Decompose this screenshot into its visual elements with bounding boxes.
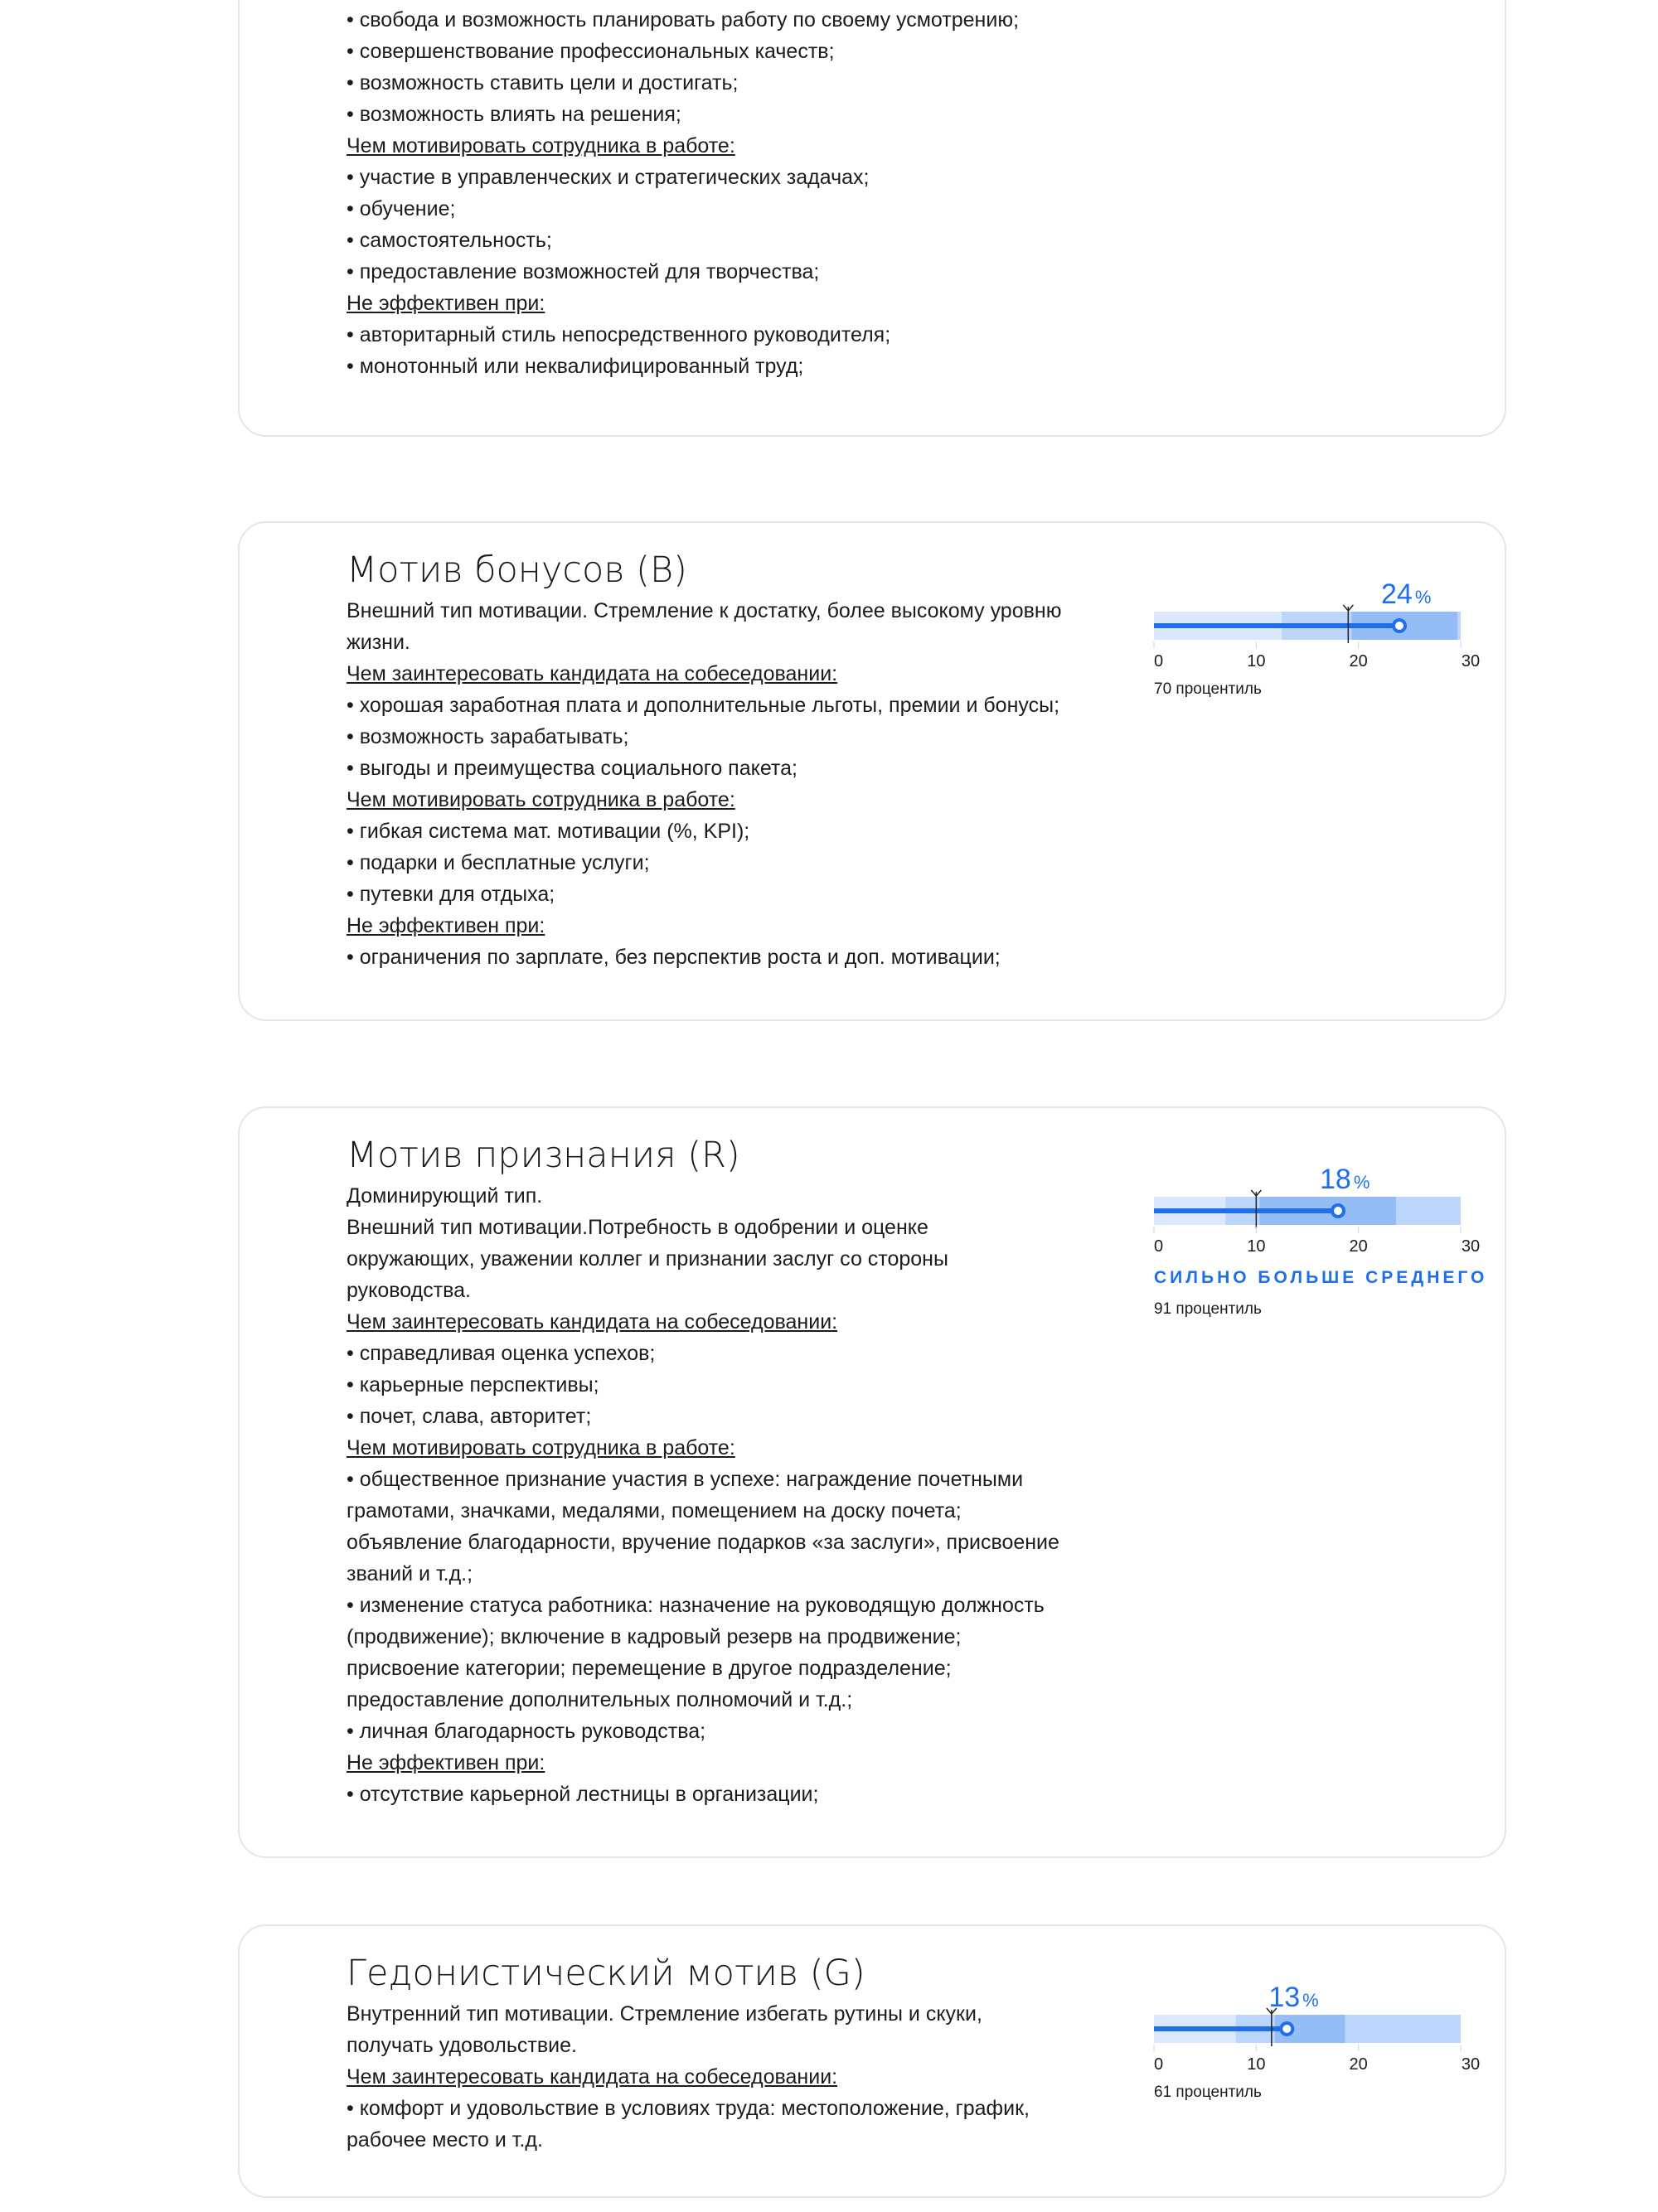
description-line: • участие в управленческих и стратегических задачах; bbox=[347, 166, 870, 189]
motive-card bbox=[238, 0, 1506, 437]
section-subheading: Чем мотивировать сотрудника в работе: bbox=[347, 134, 735, 157]
tick-label: 20 bbox=[1349, 652, 1368, 670]
score-unit: % bbox=[1414, 587, 1432, 607]
score-value bbox=[1268, 1982, 1318, 2013]
score-chart bbox=[1154, 1145, 1502, 1261]
description-line: • самостоятельность; bbox=[347, 229, 552, 252]
motive-title: Мотив бонусов (B) bbox=[347, 549, 687, 591]
section-subheading: Чем заинтересовать кандидата на собеседовании: bbox=[347, 1310, 838, 1333]
motive-score-gauge bbox=[1154, 1963, 1502, 2212]
motive-card-hedonistic bbox=[238, 1924, 1506, 2198]
description-line: • свобода и возможность планировать работу по своему усмотрению; bbox=[347, 8, 1020, 31]
section-subheading: Чем заинтересовать кандидата на собеседовании: bbox=[347, 2065, 838, 2089]
description-line: рабочее место и т.д. bbox=[347, 2128, 543, 2151]
tick-label: 30 bbox=[1461, 1237, 1481, 1256]
section-subheading: Чем заинтересовать кандидата на собеседовании: bbox=[347, 662, 838, 685]
description-line: • общественное признание участия в успехе: награждение почетными bbox=[347, 1468, 1024, 1491]
description-line: • возможность ставить цели и достигать; bbox=[347, 71, 739, 94]
motive-score-gauge bbox=[1154, 1145, 1502, 1394]
tick-label: 10 bbox=[1247, 652, 1266, 670]
description-line: • путевки для отдыха; bbox=[347, 883, 555, 906]
description-line: руководства. bbox=[347, 1279, 471, 1302]
score-number: 13 bbox=[1268, 1982, 1301, 2013]
description-line: • почет, слава, авторитет; bbox=[347, 1405, 592, 1428]
description-line: • авторитарный стиль непосредственного руководителя; bbox=[347, 323, 891, 346]
motive-score-gauge bbox=[1154, 560, 1502, 809]
description-line: получать удовольствие. bbox=[347, 2034, 577, 2057]
description-line: • обучение; bbox=[347, 197, 456, 220]
section-subheading: Чем мотивировать сотрудника в работе: bbox=[347, 1436, 735, 1459]
motive-title: Мотив признания (R) bbox=[347, 1135, 740, 1176]
description-line: • справедливая оценка успехов; bbox=[347, 1342, 656, 1365]
score-marker bbox=[1281, 2023, 1292, 2035]
description-line: • карьерные перспективы; bbox=[347, 1373, 599, 1396]
tick-label: 30 bbox=[1461, 652, 1481, 670]
tick-label: 30 bbox=[1461, 2055, 1481, 2074]
percentile-label: 61 процентиль bbox=[1154, 2084, 1262, 2101]
score-number: 18 bbox=[1320, 1164, 1351, 1195]
description-line: присвоение категории; перемещение в другое подразделение; bbox=[347, 1657, 952, 1680]
description-lines bbox=[347, 1180, 1076, 1810]
tick-label: 0 bbox=[1154, 2055, 1164, 2074]
section-subheading: Чем мотивировать сотрудника в работе: bbox=[347, 788, 735, 811]
description-line: окружающих, уважении коллег и признании заслуг со стороны bbox=[347, 1247, 948, 1271]
score-marker bbox=[1394, 620, 1405, 632]
percentile-label: 91 процентиль bbox=[1154, 1300, 1262, 1318]
motive-description bbox=[347, 4, 1076, 382]
description-line: • монотонный или неквалифицированный труд; bbox=[347, 355, 804, 378]
tick-label: 0 bbox=[1154, 652, 1164, 670]
motive-title: Гедонистический мотив (G) bbox=[347, 1953, 865, 1994]
description-line: • гибкая система мат. мотивации (%, KPI); bbox=[347, 820, 750, 843]
description-line: • подарки и бесплатные услуги; bbox=[347, 851, 650, 874]
score-unit: % bbox=[1353, 1172, 1370, 1193]
tick-label: 20 bbox=[1349, 1237, 1368, 1256]
description-line: грамотами, значками, медалями, помещением на доску почета; bbox=[347, 1499, 962, 1522]
description-line: объявление благодарности, вручение подарков «за заслуги», присвоение bbox=[347, 1531, 1059, 1554]
description-line: званий и т.д.; bbox=[347, 1562, 473, 1585]
motive-description bbox=[347, 1132, 1076, 1810]
description-lines bbox=[347, 4, 1076, 382]
score-unit: % bbox=[1302, 1990, 1319, 2011]
percentile-label: 70 процентиль bbox=[1154, 680, 1262, 698]
description-line: • предоставление возможностей для творчества; bbox=[347, 260, 820, 283]
description-line: • комфорт и удовольствие в условиях труда: местоположение, график, bbox=[347, 2097, 1030, 2120]
description-line: • ограничения по зарплате, без перспектив роста и доп. мотивации; bbox=[347, 946, 1001, 969]
description-line: • выгоды и преимущества социального пакета; bbox=[347, 757, 797, 780]
description-lines bbox=[347, 595, 1076, 973]
tick-label: 10 bbox=[1247, 2055, 1266, 2074]
score-value bbox=[1381, 578, 1431, 610]
description-line: Доминирующий тип. bbox=[347, 1184, 543, 1208]
description-line: (продвижение); включение в кадровый резерв на продвижение; bbox=[347, 1625, 962, 1648]
section-subheading: Не эффективен при: bbox=[347, 292, 545, 315]
description-line: • возможность зарабатывать; bbox=[347, 725, 629, 748]
score-marker bbox=[1332, 1205, 1344, 1217]
description-line: • возможность влиять на решения; bbox=[347, 103, 681, 126]
score-verdict: СИЛЬНО БОЛЬШЕ СРЕДНЕГО bbox=[1154, 1268, 1488, 1287]
score-number: 24 bbox=[1381, 578, 1413, 610]
score-chart bbox=[1154, 1963, 1502, 2079]
motive-card-recognition bbox=[238, 1106, 1506, 1858]
motive-description bbox=[347, 547, 1076, 973]
description-line: • отсутствие карьерной лестницы в организации; bbox=[347, 1783, 819, 1806]
tick-label: 10 bbox=[1247, 1237, 1266, 1256]
motive-description bbox=[347, 1950, 1076, 2156]
description-line: • личная благодарность руководства; bbox=[347, 1720, 706, 1743]
description-line: предоставление дополнительных полномочий и т.д.; bbox=[347, 1688, 853, 1711]
description-line: жизни. bbox=[347, 631, 410, 654]
score-value bbox=[1320, 1164, 1370, 1195]
score-chart bbox=[1154, 560, 1502, 676]
description-line: • изменение статуса работника: назначение на руководящую должность bbox=[347, 1594, 1045, 1617]
description-line: Внутренний тип мотивации. Стремление избегать рутины и скуки, bbox=[347, 2002, 982, 2026]
tick-label: 20 bbox=[1349, 2055, 1368, 2074]
description-line: • хорошая заработная плата и дополнительные льготы, премии и бонусы; bbox=[347, 694, 1060, 717]
section-subheading: Не эффективен при: bbox=[347, 1751, 545, 1774]
section-subheading: Не эффективен при: bbox=[347, 914, 545, 937]
description-lines bbox=[347, 1998, 1076, 2156]
description-line: • совершенствование профессиональных качеств; bbox=[347, 40, 835, 63]
description-line: Внешний тип мотивации. Стремление к достатку, более высокому уровню bbox=[347, 599, 1062, 622]
motive-card-bonus bbox=[238, 521, 1506, 1021]
description-line: Внешний тип мотивации.Потребность в одобрении и оценке bbox=[347, 1216, 928, 1239]
tick-label: 0 bbox=[1154, 1237, 1164, 1256]
